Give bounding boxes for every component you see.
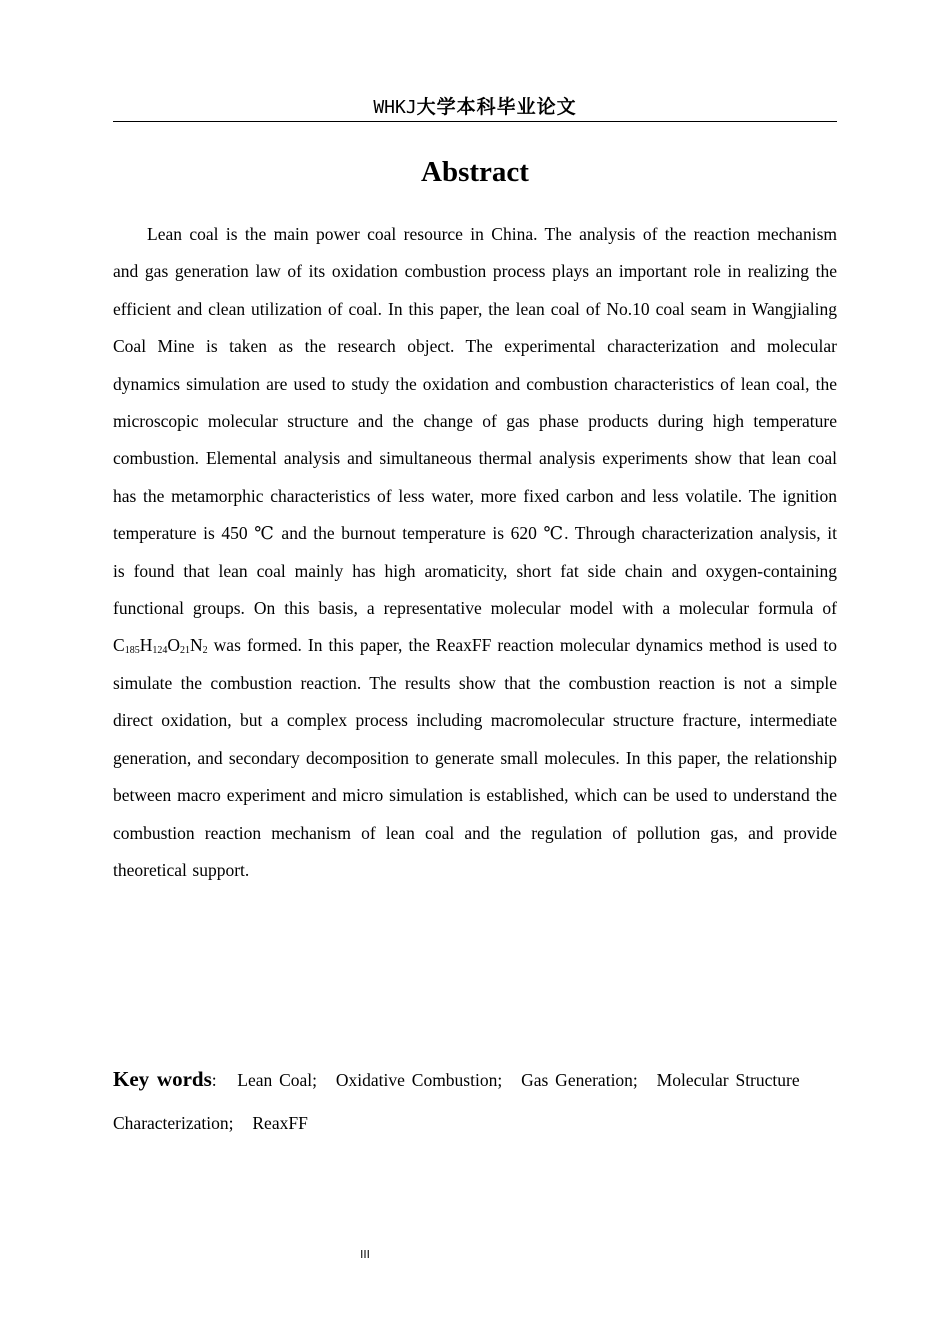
abstract-text-part-1: Lean coal is the main power coal resource in China. The analysis of the reaction mechanism and gas generation law of its oxidation combustion process plays an important role in realizing the efficient and clean utilization of coal. In this paper, the lean coal of No.10 coal seam in Wangjialing Coal Mine is taken as the research object. The experimental characterization and molecular dynamics simulation are used to study the oxidation and combustion characteristics of lean coal, the microscopic molecular structure and the change of gas phase products during high temperature combustion. Elemental analysis and simultaneous thermal analysis experiments show that lean coal has the metamorphic characteristics of less water, more fixed carbon and less volatile. The ignition temperature is 450 ℃ and the burnout temperature is 620 ℃. Through characterization analysis, it is found that lean coal mainly has high aromaticity, short fat side chain and oxygen-containing functional groups. On this basis, a representative molecular model with a molecular formula of	[113, 224, 837, 619]
header-rule	[113, 121, 837, 122]
formula-carbon: C	[113, 635, 125, 656]
page-number: III	[360, 1248, 370, 1261]
keyword-item: ReaxFF	[252, 1113, 308, 1133]
keywords-separator: :	[211, 1070, 217, 1090]
formula-nitrogen: N	[189, 635, 203, 656]
formula-carbon-count: 185	[124, 645, 140, 657]
formula-nitrogen-count: 2	[202, 645, 208, 657]
formula-oxygen: O	[167, 635, 180, 656]
keyword-item: Molecular Structure Characterization;	[113, 1070, 800, 1133]
keywords-label: Key words	[113, 1067, 212, 1091]
formula-oxygen-count: 21	[179, 645, 190, 657]
abstract-body	[113, 216, 837, 889]
keywords-section	[113, 1058, 803, 1145]
keyword-item: Lean Coal;	[237, 1070, 318, 1090]
header-thesis-title: 大学本科毕业论文	[416, 96, 577, 118]
header-school-code: WHKJ	[373, 97, 417, 118]
formula-hydrogen: H	[139, 635, 153, 656]
formula-hydrogen-count: 124	[152, 645, 168, 657]
keyword-item: Oxidative Combustion;	[335, 1070, 503, 1090]
keyword-item: Gas Generation;	[521, 1070, 638, 1090]
page-title: Abstract	[421, 156, 529, 188]
molecular-formula	[113, 635, 208, 655]
running-header	[113, 93, 837, 121]
abstract-text-part-2: was formed. In this paper, the ReaxFF reaction molecular dynamics method is used to simulate the combustion reaction. The results show that the combustion reaction is not a simple direct oxidation, but a complex process including macromolecular structure fracture, intermediate generation, and secondary decomposition to generate small molecules. In this paper, the relationship between macro experiment and micro simulation is established, which can be used to understand the combustion reaction mechanism of lean coal and the regulation of pollution gas, and provide theoretical support.	[113, 635, 837, 880]
